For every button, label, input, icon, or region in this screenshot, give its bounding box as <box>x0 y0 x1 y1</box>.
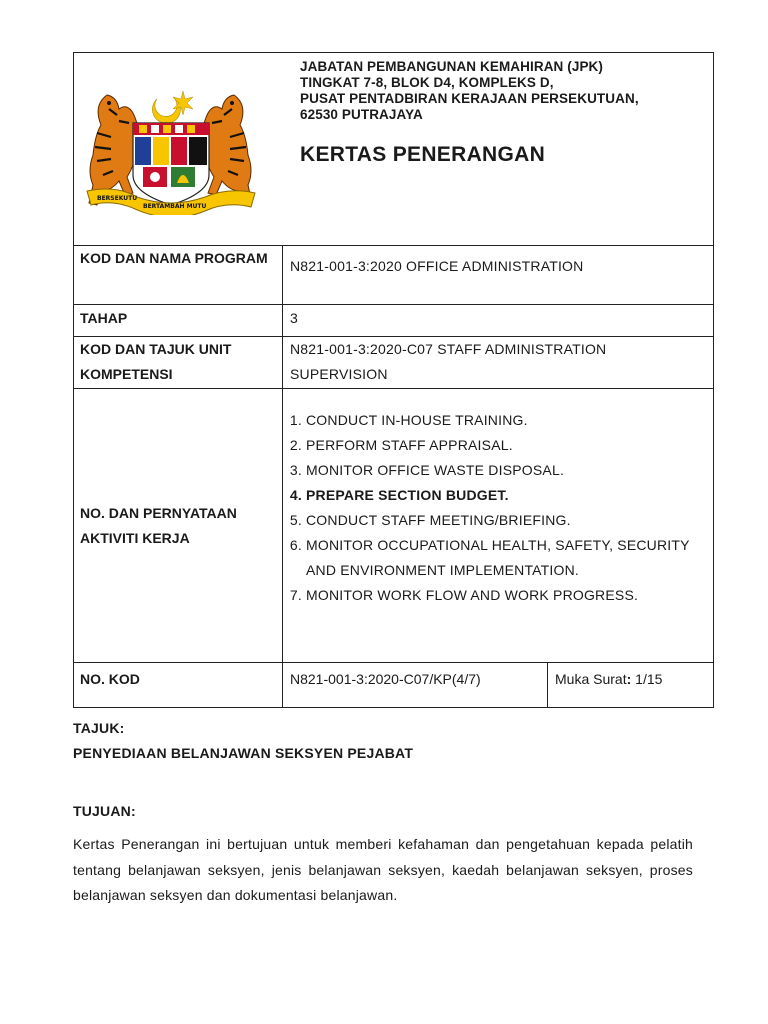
activity-item: 6. MONITOR OCCUPATIONAL HEALTH, SAFETY, SECURITY AND ENVIRONMENT IMPLEMENTATION. <box>306 533 713 583</box>
agency-address <box>300 59 639 123</box>
document-title: KERTAS PENERANGAN <box>300 143 546 166</box>
activity-row <box>74 389 714 663</box>
unit-label: KOD DAN TAJUK UNIT KOMPETENSI <box>74 337 283 389</box>
unit-value: N821-001-3:2020-C07 STAFF ADMINISTRATION SUPERVISION <box>283 337 714 389</box>
tajuk-label: TAJUK: <box>73 720 125 736</box>
header-cell <box>74 53 714 246</box>
program-label: KOD DAN NAMA PROGRAM <box>74 246 283 305</box>
program-value: N821-001-3:2020 OFFICE ADMINISTRATION <box>283 246 714 305</box>
activity-item: 3. MONITOR OFFICE WASTE DISPOSAL. <box>306 458 713 483</box>
kod-label: NO. KOD <box>74 663 283 708</box>
address-line: TINGKAT 7-8, BLOK D4, KOMPLEKS D, <box>300 75 554 90</box>
tahap-row <box>74 305 714 337</box>
page-number <box>548 663 713 707</box>
activity-item: 5. CONDUCT STAFF MEETING/BRIEFING. <box>306 508 713 533</box>
info-table <box>73 52 714 708</box>
activity-item: 1. CONDUCT IN-HOUSE TRAINING. <box>306 408 713 433</box>
page-colon: : <box>626 671 632 687</box>
tahap-value: 3 <box>283 305 714 337</box>
page-label: Muka Surat <box>555 671 627 687</box>
tahap-label: TAHAP <box>74 305 283 337</box>
motto-left-text: BERSEKUTU <box>97 195 138 202</box>
tujuan-label: TUJUAN: <box>73 803 136 819</box>
activity-item: 2. PERFORM STAFF APPRAISAL. <box>306 433 713 458</box>
address-line: JABATAN PEMBANGUNAN KEMAHIRAN (JPK) <box>300 59 603 74</box>
activity-cell <box>283 389 714 663</box>
address-line: 62530 PUTRAJAYA <box>300 107 423 122</box>
activity-item-current: 4. PREPARE SECTION BUDGET. <box>306 483 713 508</box>
kod-value: N821-001-3:2020-C07/KP(4/7) <box>283 663 548 707</box>
tajuk-value: PENYEDIAAN BELANJAWAN SEKSYEN PEJABAT <box>73 745 414 761</box>
kod-cell <box>283 663 714 708</box>
tujuan-paragraph: Kertas Penerangan ini bertujuan untuk memberi kefahaman dan pengetahuan kepada pelatih tentang belanjawan seksyen, jenis belanjawan seksyen, kaedah belanjawan seksyen, proses belanjawan seksyen dan dokumentasi belanjawan. <box>73 836 693 903</box>
unit-row <box>74 337 714 389</box>
page-value: 1/15 <box>635 671 663 687</box>
address-line: PUSAT PENTADBIRAN KERAJAAN PERSEKUTUAN, <box>300 91 639 106</box>
program-row <box>74 246 714 305</box>
activity-label: NO. DAN PERNYATAAN AKTIVITI KERJA <box>74 389 283 663</box>
activity-item: 7. MONITOR WORK FLOW AND WORK PROGRESS. <box>306 583 713 608</box>
motto-right-text: BERTAMBAH MUTU <box>143 203 207 210</box>
malaysia-coat-of-arms-logo <box>79 87 262 215</box>
activity-list <box>283 408 713 608</box>
kod-row <box>74 663 714 708</box>
shield-icon <box>133 123 209 205</box>
